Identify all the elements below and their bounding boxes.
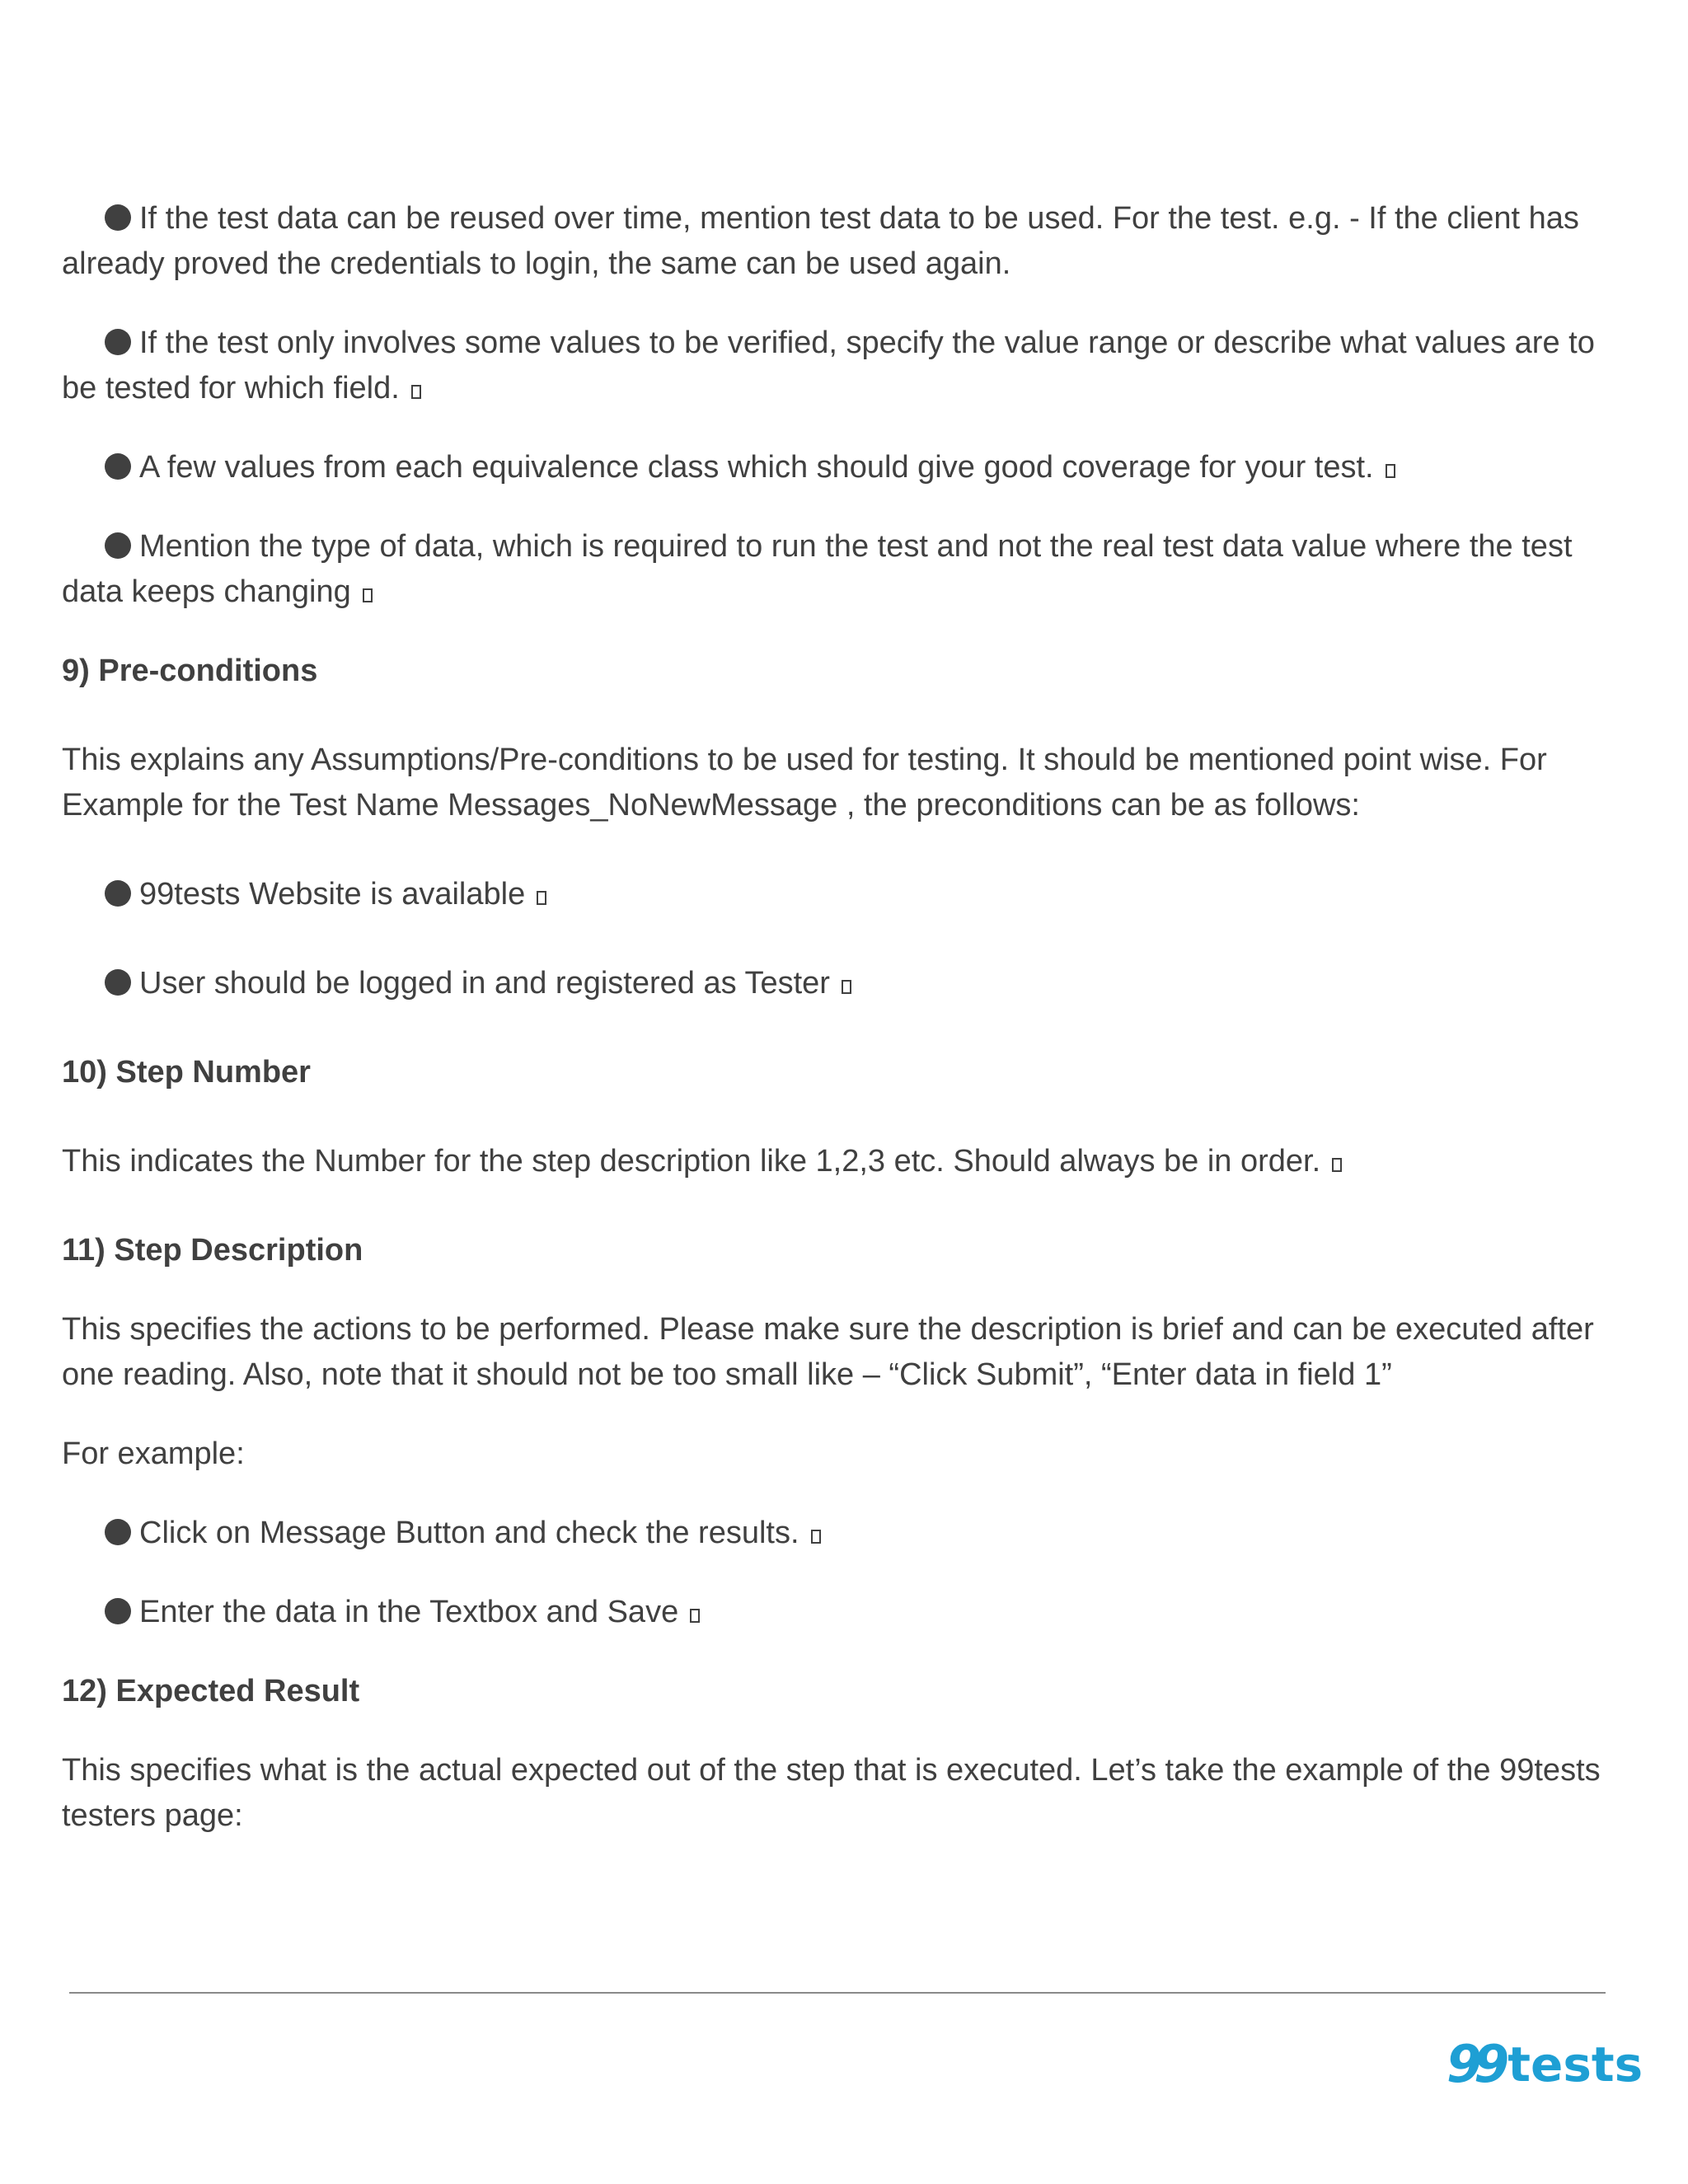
section-heading-preconditions: 9) Pre-conditions: [62, 654, 318, 688]
missing-glyph-icon: [1386, 464, 1395, 478]
missing-glyph-icon: [842, 980, 851, 994]
bullet-item: [62, 524, 1628, 615]
bullet-icon: [105, 1598, 131, 1624]
bullet-item: [62, 445, 1628, 490]
bullet-icon: [105, 880, 131, 907]
logo-mark: 99: [1447, 2034, 1502, 2094]
bullet-text: If the test data can be reused over time, mention test data to be used. For the test. e.g. - If the client has already proved the credentials to login, the same can be used again.: [62, 201, 1579, 281]
example-label: For example:: [62, 1436, 245, 1471]
brand-logo: [1447, 2036, 1643, 2093]
bullet-icon: [105, 969, 131, 996]
bullet-text: A few values from each equivalence class which should give good coverage for your test.: [139, 450, 1374, 485]
bullet-item: [62, 961, 1628, 1006]
bullet-text: Enter the data in the Textbox and Save: [139, 1595, 679, 1629]
missing-glyph-icon: [690, 1609, 700, 1623]
document-page: [62, 196, 1628, 1839]
bullet-item: [62, 321, 1628, 411]
logo-text: tests: [1507, 2036, 1643, 2093]
bullet-text: User should be logged in and registered as Tester: [139, 966, 830, 1001]
bullet-text: If the test only involves some values to be verified, specify the value range or describe what values are to be tested for which field.: [62, 326, 1595, 405]
section-heading-step-description: 11) Step Description: [62, 1233, 363, 1268]
body-text: This indicates the Number for the step description like 1,2,3 etc. Should always be in order.: [62, 1144, 1321, 1179]
section-body-preconditions: This explains any Assumptions/Pre-conditions to be used for testing. It should be mentioned point wise. For Example for the Test Name Messages_NoNewMessage , the preconditions can be as follows:: [62, 743, 1547, 823]
bullet-text: Mention the type of data, which is required to run the test and not the real test data value where the test data keeps changing: [62, 529, 1573, 609]
bullet-item: [62, 872, 1628, 917]
bullet-item: [62, 1590, 1628, 1635]
missing-glyph-icon: [1332, 1158, 1342, 1172]
missing-glyph-icon: [537, 891, 546, 905]
bullet-icon: [105, 532, 131, 559]
bullet-icon: [105, 204, 131, 231]
missing-glyph-icon: [411, 385, 421, 399]
bullet-icon: [105, 1519, 131, 1545]
section-heading-step-number: 10) Step Number: [62, 1055, 311, 1090]
footer-divider: [69, 1992, 1606, 1994]
section-body-step-number: [62, 1139, 1628, 1184]
bullet-icon: [105, 329, 131, 355]
bullet-text: 99tests Website is available: [139, 877, 526, 912]
bullet-item: [62, 196, 1628, 287]
section-body-step-description: This specifies the actions to be performed. Please make sure the description is brief and can be executed after one reading. Also, note that it should not be too small like – “Click Submit”, “Enter data in field 1”: [62, 1312, 1594, 1392]
missing-glyph-icon: [811, 1530, 821, 1544]
bullet-item: [62, 1511, 1628, 1556]
missing-glyph-icon: [363, 588, 373, 602]
bullet-icon: [105, 453, 131, 480]
section-body-expected-result: This specifies what is the actual expected out of the step that is executed. Let’s take the example of the 99tests testers page:: [62, 1753, 1601, 1833]
bullet-text: Click on Message Button and check the results.: [139, 1516, 799, 1550]
section-heading-expected-result: 12) Expected Result: [62, 1674, 360, 1708]
